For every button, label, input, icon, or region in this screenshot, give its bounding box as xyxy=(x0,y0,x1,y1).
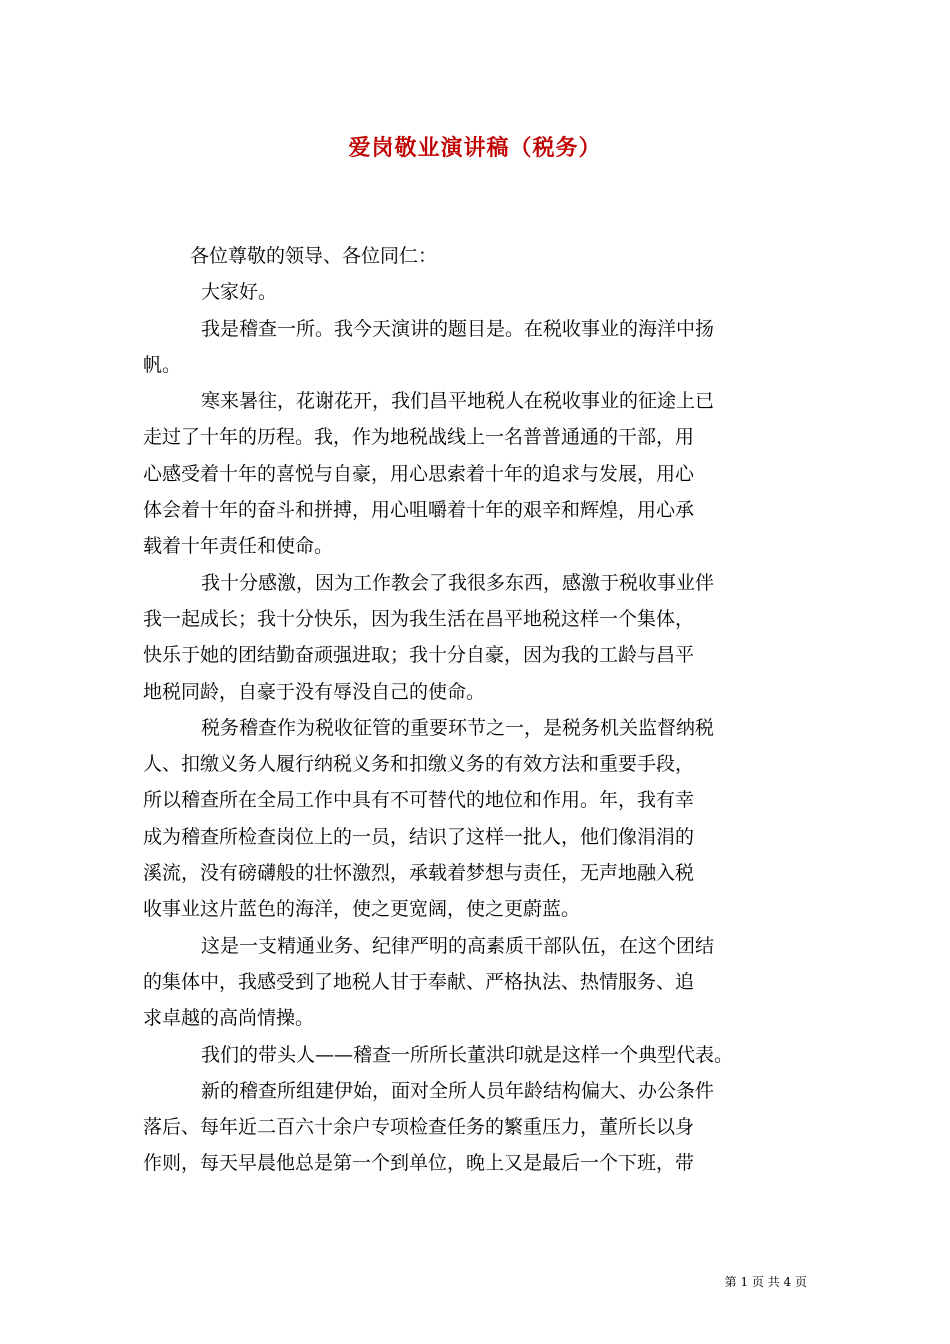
body-line: 落后、每年近二百六十余户专项检查任务的繁重压力，董所长以身 xyxy=(143,1116,695,1139)
body-line: 这是一支精通业务、纪律严明的高素质干部队伍，在这个团结 xyxy=(201,934,715,957)
body-line: 的集体中，我感受到了地税人甘于奉献、严格执法、热情服务、追 xyxy=(143,970,695,993)
body-line: 所以稽查所在全局工作中具有不可替代的地位和作用。年，我有幸 xyxy=(143,789,695,812)
body-line: 各位尊敬的领导、各位同仁： xyxy=(190,245,438,267)
body-line: 载着十年责任和使命。 xyxy=(143,535,334,558)
document-body xyxy=(143,238,811,1182)
body-line: 寒来暑往，花谢花开，我们昌平地税人在税收事业的征途上已 xyxy=(201,390,715,413)
body-line: 大家好。 xyxy=(201,281,278,304)
body-line: 我是稽查一所。我今天演讲的题目是。在税收事业的海洋中扬 xyxy=(201,317,715,340)
body-line: 我一起成长；我十分快乐，因为我生活在昌平地税这样一个集体， xyxy=(143,607,695,630)
body-line: 新的稽查所组建伊始，面对全所人员年龄结构偏大、办公条件 xyxy=(201,1079,715,1102)
body-line: 体会着十年的奋斗和拼搏，用心咀嚼着十年的艰辛和辉煌，用心承 xyxy=(143,499,695,522)
body-line: 帆。 xyxy=(143,353,182,376)
body-line: 地税同龄，自豪于没有辱没自己的使命。 xyxy=(143,680,486,703)
document-title: 爱岗敬业演讲稿（税务） xyxy=(348,135,602,161)
body-line: 人、扣缴义务人履行纳税义务和扣缴义务的有效方法和重要手段， xyxy=(143,753,695,776)
body-line: 作则，每天早晨他总是第一个到单位，晚上又是最后一个下班，带 xyxy=(143,1152,695,1175)
body-line: 溪流，没有磅礴般的壮怀激烈，承载着梦想与责任，无声地融入税 xyxy=(143,862,695,885)
body-line: 求卓越的高尚情操。 xyxy=(143,1007,315,1030)
body-line: 快乐于她的团结勤奋顽强进取；我十分自豪，因为我的工龄与昌平 xyxy=(143,644,695,667)
body-line: 成为稽查所检查岗位上的一员，结识了这样一批人，他们像涓涓的 xyxy=(143,825,695,848)
body-line: 收事业这片蓝色的海洋，使之更宽阔，使之更蔚蓝。 xyxy=(143,898,581,921)
body-line: 我十分感激，因为工作教会了我很多东西，感激于税收事业伴 xyxy=(201,571,715,594)
body-line: 心感受着十年的喜悦与自豪，用心思索着十年的追求与发展，用心 xyxy=(143,462,695,485)
body-line: 走过了十年的历程。我，作为地税战线上一名普普通通的干部，用 xyxy=(143,426,695,449)
body-line: 税务稽查作为税收征管的重要环节之一，是税务机关监督纳税 xyxy=(201,716,715,739)
body-line: 我们的带头人——稽查一所所长董洪印就是这样一个典型代表。 xyxy=(201,1043,734,1066)
page-number: 第 1 页 共 4 页 xyxy=(724,1275,807,1289)
